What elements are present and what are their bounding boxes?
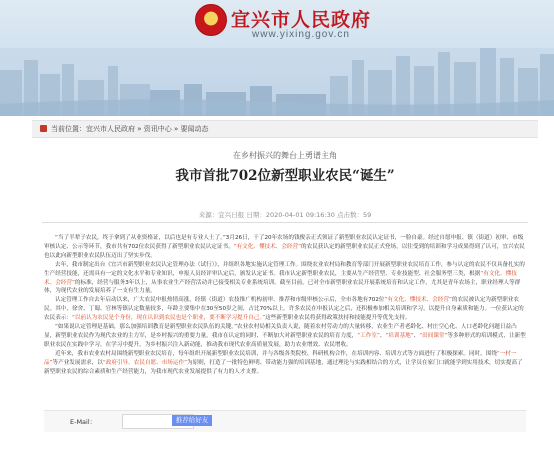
article-meta: 来源：宜兴日报 日期：2020-04-01 09:16:30 点击数：59	[198, 211, 372, 219]
highlight-text: “以前认为农民是个身份，现在认识到农民也是个职业，要不断学习提升自己。”	[71, 315, 266, 322]
paragraph-text: 等多种形式的培训模式，让新型职业农民在实践中学习，在学习中提升，为乡村振兴注入新动能，推动我市现代农业高质量发展，助力农业增效、农民增收。	[44, 332, 526, 348]
highlight-text: “有文化、懂技术、会经营”	[233, 243, 302, 250]
highlight-text: “有文化、懂技术、会经营”	[384, 297, 452, 304]
divider	[42, 222, 528, 223]
article-card	[32, 138, 538, 457]
national-emblem-icon[interactable]	[195, 4, 227, 36]
share-bar	[44, 410, 526, 432]
breadcrumb-separator: »	[171, 125, 181, 133]
paragraph-text: 的农民获认定的新型职业农民正式登场，以往受到的培训和学习成果得到了认可，宜兴农民也以此向新型职业农民队伍迈出了坚实步伐。	[44, 243, 525, 259]
breadcrumb-separator: »	[135, 125, 144, 133]
paragraph-text: 的标准，经营与服务3年以上，从事农业生产经营活动并已接受相关专业系统培训。截至目前，已对全市新型职业农民开展系统培育和认定工作，尤其是青年农场主，职业经理人等群体，为现代农业的发展培养了一支有生力量。	[44, 279, 521, 295]
article-paragraph	[44, 296, 526, 323]
article-paragraph	[44, 261, 526, 297]
site-header	[0, 0, 554, 116]
breadcrumb-link-home[interactable]: 宜兴市人民政府	[86, 125, 135, 133]
paragraph-text: “当了半辈子农民，终于拿到了从业资格证，以后也是有专业人士了。”3月26日，干了20年农场的钱俊亲正式领证了新型职业农民认定证书，一脸自豪。经过自愿申报、镇（街道）初审、市级审核认定、公示等环节，我市共有702位农民获得了新型职业农民认定证书，	[44, 235, 524, 250]
email-label: E-Mail：	[70, 418, 97, 426]
paragraph-text: “如果说认定管理是基础，那么加强培训教育是新型职业农民队伍的关键。”农业农村局相关负责人说，随着农村劳动力的大量转移，农业生产者老龄化、村庄空心化、人口老龄化问题日益凸显，新型职业农民作为现代农业的主力军，是乡村振兴的重要力量。我市在认定的同时，不断加大对新型职业农民的培育力度，	[44, 324, 517, 339]
paragraph-text: 去年，我市制定出台《宜兴市新型职业农民认定管理办法（试行）》，并组织各地实施认定管理工作。围绕农业农村局和教育等部门开展新型职业农民培育工作，参与认定的农民不仅具备扎实的生产经营技能，还需具有一定的文化水平和专业知识，申报人员经评审认定后，颁发认定证书。我市认定新型职业农民，主要从生产经营型、专业技能型、社会服务型三类，根据	[44, 261, 525, 277]
article-subtitle: 在乡村振兴的舞台上勇谱主角	[233, 151, 337, 160]
highlight-text: “政府引导、农民自愿、市场运作”	[102, 359, 187, 366]
paragraph-text: 近年来，我市农业农村局围绕新型职业农民培育，每年组织开展新型职业农民培训，并与各级各类院校、科研机构合作，在培训内容、培训方式等方面进行了积极探索。同时，围绕	[55, 350, 497, 357]
paragraph-text: 为原则，打造了一批特色鲜明、带动能力强的培训基地，通过理论与实践相结合的方式，让学员在家门口就能学到实用技术，切实提高了新型职业农民的综合素质和生产经营能力，为我市现代农业发展提供了有力的人才支撑。	[44, 359, 523, 375]
paragraph-text: 认定管理工作自去年启动以来，广大农民申报热情高涨，经镇（街道）农技推广机构初审、推荐和市级审核公示后，全市各地有702位	[55, 297, 385, 304]
article-title: 我市首批702位新型职业农民“诞生”	[175, 168, 395, 184]
article-paragraph	[44, 234, 526, 261]
site-title[interactable]: 宜兴市人民政府	[231, 9, 372, 31]
highlight-text: “田间课堂”	[419, 332, 448, 339]
highlight-text: “培训基地”	[385, 332, 414, 339]
highlight-text: “一村一品”	[44, 350, 517, 366]
location-icon	[40, 125, 47, 132]
article-body	[44, 234, 526, 406]
article-paragraph	[44, 350, 526, 377]
breadcrumb-link-news[interactable]: 要闻动态	[180, 125, 209, 133]
paragraph-text: 这些新型职业农民将获得政策扶持和技能提升等优先支持。	[265, 315, 411, 322]
paragraph-text: 的农民被认定为新型职业农民。其中，徐舍、丁蜀、官林等镇认定数量较多，年龄主要集中在30至50岁之间，占比70%以上。许多农民在申报认定之后，还积极参加相关培训和学习，以提升自身素质和能力。一位获认定的农民表示：	[44, 297, 524, 322]
recommend-button[interactable]: 推荐给好友	[172, 415, 212, 426]
breadcrumb-link-news-center[interactable]: 资讯中心	[143, 125, 172, 133]
site-url: www.yixing.gov.cn	[252, 29, 350, 40]
breadcrumb	[32, 120, 538, 138]
highlight-text: “工作室”	[357, 332, 380, 339]
paragraph-text: 、	[413, 332, 420, 339]
breadcrumb-prefix: 当前位置：	[51, 125, 86, 133]
paragraph-text: 、	[379, 332, 386, 339]
paragraph-text: 等产业发展需求，以	[52, 359, 103, 366]
highlight-text: “有文化、懂技术、会经营”	[44, 270, 517, 286]
article-paragraph	[44, 323, 526, 350]
